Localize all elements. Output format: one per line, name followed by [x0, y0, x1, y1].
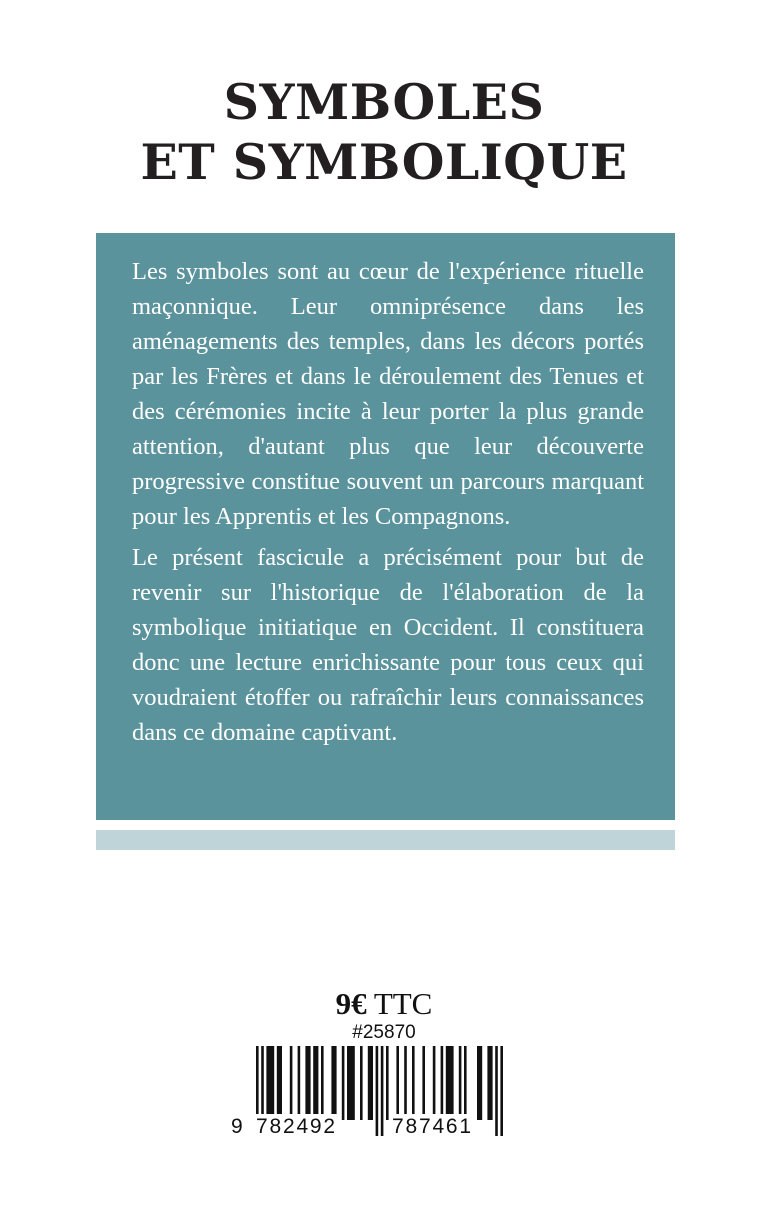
barcode-bar: [412, 1046, 415, 1120]
barcode-bar: [386, 1046, 389, 1120]
barcode-bar: [331, 1046, 336, 1120]
barcode-bar: [433, 1046, 436, 1120]
barcode-guard-bar: [376, 1046, 379, 1136]
barcode-bar: [277, 1046, 282, 1120]
product-code: #25870: [352, 1022, 416, 1043]
blurb-paragraph-2: Le présent fascicule a précisément pour but de revenir sur l'historique de l'élaboration de la symbolique initiatique en Occident. Il constituera donc une lecture enrichissante pour tous ceux qui voudraient étoffer ou rafraîchir leurs connaissances dans ce domaine captivant.: [132, 544, 644, 746]
price-suffix: TTC: [366, 986, 433, 1021]
barcode-bar: [298, 1046, 301, 1120]
book-title: [0, 72, 768, 192]
price-label: [0, 986, 768, 1022]
barcode-guard-bar: [495, 1046, 498, 1136]
title-line-2: ET SYMBOLIQUE: [140, 133, 628, 191]
barcode-guard-bar: [381, 1046, 384, 1136]
barcode-bar: [459, 1046, 462, 1120]
title-line-1: SYMBOLES: [223, 73, 545, 131]
barcode-bar: [313, 1046, 318, 1120]
barcode-bar: [368, 1046, 373, 1120]
barcode-bar: [464, 1046, 467, 1120]
barcode-bar: [477, 1046, 482, 1120]
barcode-bar: [266, 1046, 274, 1120]
barcode-bar: [321, 1046, 324, 1120]
accent-bar: [96, 830, 675, 850]
barcode-left-digits: 782492: [256, 1115, 337, 1138]
blurb-paragraph-1: Les symboles sont au cœur de l'expérience rituelle maçonnique. Leur omniprésence dans les aménagements des temples, dans les décors portés par les Frères et dans le déroulement des Tenues et des cérémonies incite à leur porter la plus grande attention, d'autant plus que leur découverte progressive constitue souvent un parcours marquant pour les Apprentis et les Compagnons.: [132, 258, 644, 530]
barcode-right-digits: 787461: [392, 1115, 473, 1138]
barcode-bar: [396, 1046, 399, 1120]
price-amount: 9€: [335, 986, 367, 1021]
barcode-bar: [487, 1046, 492, 1120]
barcode-bar: [422, 1046, 425, 1120]
barcode-bar: [360, 1046, 363, 1120]
barcode-guard-bar: [500, 1046, 503, 1136]
barcode-first-digit: 9: [231, 1115, 245, 1138]
barcode-bar: [305, 1046, 310, 1120]
blurb-text: [132, 254, 644, 756]
barcode-bar: [404, 1046, 407, 1120]
barcode-bar: [290, 1046, 293, 1120]
barcode-bar: [446, 1046, 454, 1120]
barcode-bar: [441, 1046, 444, 1120]
barcode-bar: [347, 1046, 355, 1120]
barcode-bar: [342, 1046, 345, 1120]
